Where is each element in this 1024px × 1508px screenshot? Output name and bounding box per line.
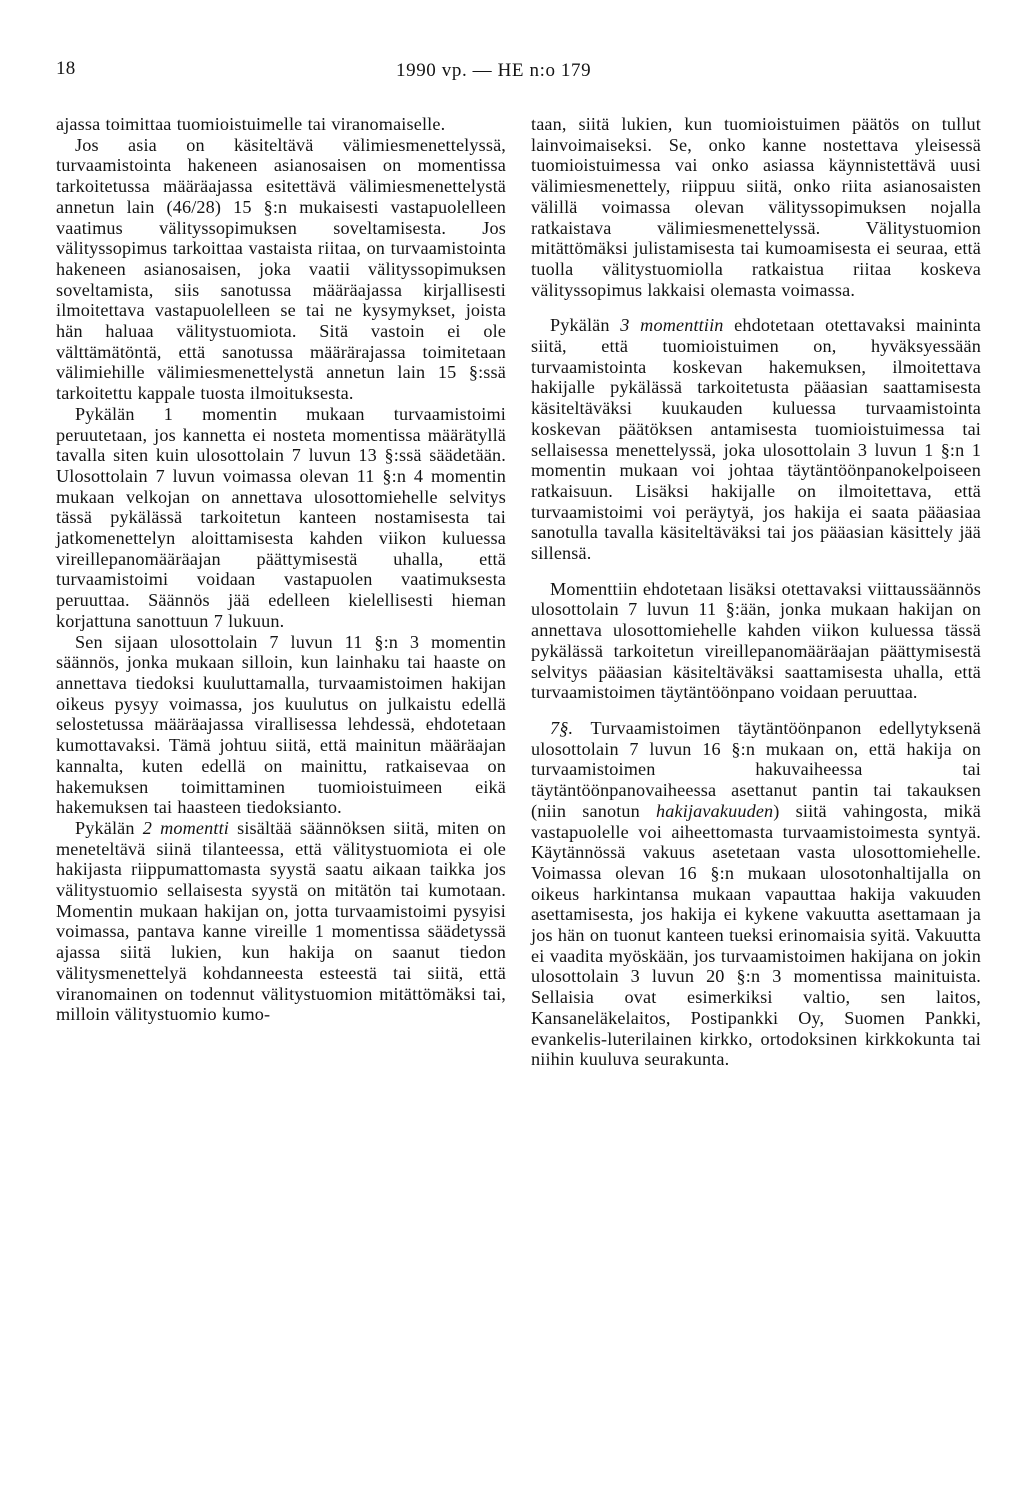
paragraph-text: Pykälän	[75, 817, 143, 838]
emphasis-term: hakijavakuuden	[656, 800, 774, 821]
paragraph-text: ) siitä vahingosta, mikä vastapuolelle voi aiheettomasta turvaamistoimesta syntyä. Käytännössä vakuus asetetaan vasta ulosottomiehelle. Voimassa olevan 16 §:n mukaan ulosotonhaltijalla on oikeus harkintansa mukaan vapauttaa hakija vakuuden asettamisesta, jos hakija ei kykene vakuutta asettamaan ja jos hän on tuonut kanteen tueksi erinomaisia syitä. Vakuutta ei vaadita myöskään, jos turvaamistoimen hakijana on jokin ulosottolain 3 luvun 20 §:n 3 momentissa mainituista. Sellaisia ovat esimerkiksi valtio, sen laitos, Kansaneläkelaitos, Postipankki Oy, Suomen Pankki, evankelis-luterilainen kirkko, ortodoksinen kirkkokunta tai niihin kuuluva seurakunta.	[531, 800, 981, 1070]
paragraph: Momenttiin ehdotetaan lisäksi otettavaksi viittaussäännös ulosottolain 7 luvun 11 §:ään, jonka mukaan hakijan on annettava ulosottomiehelle kahden viikon kuluessa tässä pykälässä tarkoitetun vireillepanomääräajan päättymisestä selvitys pääasian käsiteltäväksi saattamisesta uhalla, että turvaamistoimen täytäntöönpano voidaan peruuttaa.	[531, 578, 981, 703]
paragraph	[56, 818, 506, 1025]
paragraph-text: sisältää säännöksen siitä, miten on meneteltävä siinä tilanteessa, että välitystuomiota ei ole hakijasta riippumattomasta syystä saatu aikaan taikka jos välitystuomio sellaisesta syystä on mitätön tai kumotaan. Momentin mukaan hakijan on, jotta turvaamistoimi pysyisi voimassa, pantava kanne vireille 1 momentissa säädetyssä ajassa siitä lukien, kun hakija on saanut tiedon välitysmenettelyä kohdanneesta esteestä tai siitä, että viranomainen on todennut välitystuomion mitättömäksi tai, milloin välitystuomio kumo-	[56, 817, 506, 1025]
paragraph-text: Pykälän	[550, 315, 621, 336]
section-paragraph	[531, 718, 981, 1070]
emphasis-term: 3 momenttiin	[620, 315, 724, 336]
emphasis-term: 2 momentti	[142, 817, 229, 838]
paragraph: Sen sijaan ulosottolain 7 luvun 11 §:n 3 momentin säännös, jonka mukaan silloin, kun lainhaku tai haaste on annettava tiedoksi kuuluttamalla, turvaamistoimen hakijan oikeus pysyy voimassa, jos kuulutus on julkaistu edellä selostetussa määräajassa virallisessa lehdessä, ehdotetaan kumottavaksi. Tämä johtuu siitä, että mainitun määräajan kannalta, kuten edellä on mainittu, ratkaisevaa on hakemuksen toimittaminen tuomioistuimeen eikä hakemuksen tai haasteen tiedoksianto.	[56, 631, 506, 818]
running-header: 1990 vp. — HE n:o 179	[396, 60, 592, 81]
paragraph	[531, 315, 981, 563]
left-column	[56, 114, 506, 1025]
paragraph-text: ehdotetaan otettavaksi maininta siitä, että tuomioistuimen on, hyväksyessään turvaamistointa koskevan hakemuksen, ilmoitettava hakijalle pykälässä tarkoitetusta pääasian saattamisesta käsiteltäväksi kuukauden kuluessa turvaamistointa koskevan päätöksen antamisesta tuomioistuimessa tai sellaisessa menettelyssä, joka ulosottolain 3 luvun 1 §:n 1 momentin mukaan voi johtaa täytäntöönpanokelpoiseen ratkaisuun. Lisäksi hakijalle on ilmoitettava, että turvaamistoimi voi peräytyä, jos hakija ei saata pääasiaa sanotulla tavalla käsiteltäväksi tai jos pääasian käsittely jää sillensä.	[531, 315, 982, 564]
paragraph: Jos asia on käsiteltävä välimiesmenettelyssä, turvaamistointa hakeneen asianosaisen on momentissa tarkoitetussa määräajassa esitettävä välimiesmenettelystä annetun lain (46/28) 15 §:n mukaisesti vastapuolelleen vaatimus välityssopimuksen soveltamisesta. Jos välityssopimus tarkoittaa vastaista riitaa, on turvaamistointa hakeneen asianosaisen, joka vaatii välityssopimuksen soveltamista, siis sanotussa määräajassa kirjallisesti ilmoitettava vastapuolelleen se tai ne kysymykset, joista hän haluaa välitystuomiota. Sitä vastoin ei ole välttämätöntä, että sanotussa määrärajassa toimitetaan välimiehille välimiesmenettelystä annetun lain 15 §:ssä tarkoitettu kappale tuosta ilmoituksesta.	[56, 134, 506, 404]
page-number: 18	[56, 58, 76, 79]
paragraph-text: Turvaamistoimen täytäntöönpanon edellytyksenä ulosottolain 7 luvun 16 §:n mukaan on, että hakija on turvaamistoimen hakuvaiheessa tai täytäntöönpanovaiheessa asettanut pantin tai takauksen (niin sanotun	[531, 717, 981, 821]
paragraph-continued: ajassa toimittaa tuomioistuimelle tai viranomaiselle.	[56, 114, 446, 134]
paragraph: Pykälän 1 momentin mukaan turvaamistoimi peruutetaan, jos kannetta ei nosteta momentissa määrätyllä tavalla siten kuin ulosottolain 7 luvun 13 §:ssä säädetään. Ulosottolain 7 luvun voimassa olevan 11 §:n 4 momentin mukaan velkojan on annettava ulosottomiehelle selvitys tässä pykälässä tarkoitetun kanteen nostamisesta tai jatkomenettelyn aloittamisesta kahden viikon kuluessa vireillepanomääräajan päättymisestä uhalla, että turvaamistoimi voidaan vastapuolen vaatimuksesta peruuttaa. Säännös jää edelleen kielellisesti hieman korjattuna sanottuun 7 lukuun.	[56, 403, 506, 631]
paragraph-continued: taan, siitä lukien, kun tuomioistuimen päätös on tullut lainvoimaiseksi. Se, onko kanne nostettava yleisessä tuomioistuimessa vai onko asiassa käynnistettävä uusi välimiesmenettely, riippuu siitä, onko riita asianosaisten välillä voimassa olevan välityssopimuksen nojalla ratkaistava välimiesmenettelyssä. Välitystuomion mitättömäksi julistamisesta tai kumoamisesta ei seuraa, että tuolla välitystuomiolla ratkaistua riitaa koskeva välityssopimus lakkaisi olemasta voimassa.	[531, 114, 981, 300]
right-column	[531, 114, 981, 1070]
section-number: 7§.	[550, 717, 574, 738]
